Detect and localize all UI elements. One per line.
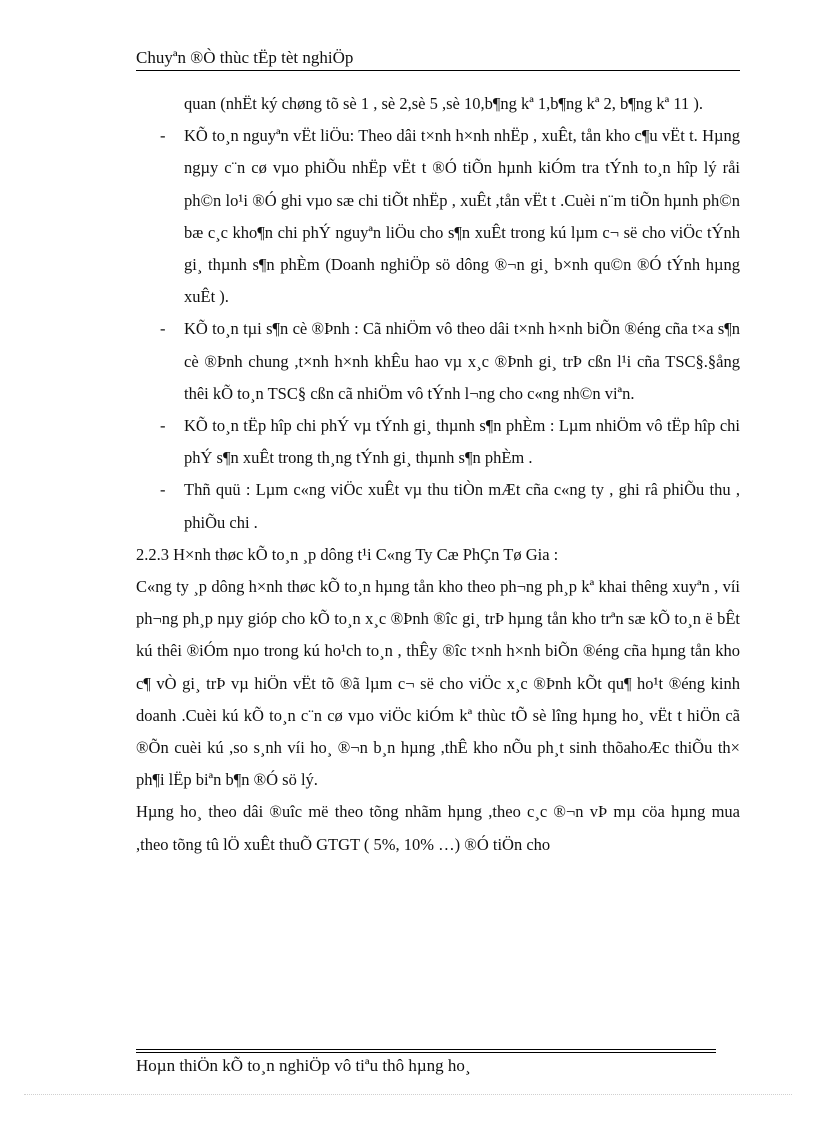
bullet-text: KÕ to¸n tµi s¶n cè ®Þnh : Cã nhiÖm vô theo dâi t×nh h×nh biÕn ®éng cña t×a s¶n cè ®Þnh chung ,t×nh h×nh khÊu hao vµ x¸c ®Þnh gi¸ trÞ cßn l¹i cña TSC§.§ång thêi kÕ to¸n TSC§ cßn cã nhiÖm vô tÝnh l¬ng cho c«ng nh©n viªn. [184,319,740,403]
header-rule [136,70,740,71]
dash-bullet-icon: - [160,416,166,436]
paragraph: C«ng ty ¸p dông h×nh thøc kÕ to¸n hµng tån kho theo ph¬ng ph¸p kª khai thêng xuyªn , víi ph¬ng ph¸p nµy gióp cho kÕ to¸n x¸c ®Þnh ®îc gi¸ trÞ hµng tån kho trªn sæ kÕ to¸n ë bÊt kú thêi ®iÓm nµo trong kú ho¹ch to¸n , thÊy ®îc t×nh h×nh biÕn ®éng cña hµng tån kho c¶ vÒ gi¸ trÞ vµ hiÖn vËt tõ ®ã lµm c¬ së cho viÖc x¸c ®Þnh kÕt qu¶ ho¹t ®éng kinh doanh .Cuèi kú kÕ to¸n c¨n cø vµo viÖc kiÓm kª thùc tÕ sè lîng hµng ho¸ vËt t hiÖn cã ®Õn cuèi kú ,so s¸nh víi ho¸ ®¬n b¸n hµng ,thÊ kho nÕu ph¸t sinh thõahoÆc thiÕu th× ph¶i lËp biªn b¶n ®Ó sö lý. [136,577,740,790]
dash-bullet-icon: - [160,480,166,500]
footer-rule [136,1052,716,1053]
section-heading: 2.2.3 H×nh thøc kÕ to¸n ¸p dông t¹i C«ng Ty Cæ PhÇn Tø Gia : [136,544,559,564]
bullet-item-fixed-assets [136,313,740,410]
dash-bullet-icon: - [160,126,166,146]
document-body [136,88,740,861]
bullet-text: KÕ to¸n tËp hîp chi phÝ vµ tÝnh gi¸ thµnh s¶n phÈm : Lµm nhiÖm vô tËp hîp chi phÝ s¶n xuÊt trong th¸ng tÝnh gi¸ thµnh s¶n phÈm . [184,416,740,468]
bullet-text: Thñ quü : Lµm c«ng viÖc xuÊt vµ thu tiÒn mÆt cña c«ng ty , ghi râ phiÕu thu , phiÕu chi . [184,480,740,532]
paragraph-continuation: quan (nhËt ký chøng tõ sè 1 , sè 2,sè 5 ,sè 10,b¶ng kª 1,b¶ng kª 2, b¶ng kª 11 ). [184,94,703,113]
bullet-item-materials [136,120,740,313]
paragraph: Hµng ho¸ theo dâi ®uîc më theo tõng nhãm hµng ,theo c¸c ®¬n vÞ mµ cöa hµng mua ,theo tõng tû lÖ xuÊt thuÕ GTGT ( 5%, 10% …) ®Ó tiÖn cho [136,802,740,854]
bullet-item-treasurer [136,474,740,538]
bullet-item-costs [136,410,740,474]
footer-rule [136,1049,716,1050]
header-title: Chuyªn ®Ò thùc tËp tèt nghiÖp [136,48,354,67]
bullet-text: KÕ to¸n nguyªn vËt liÖu: Theo dâi t×nh h×nh nhËp , xuÊt, tån kho c¶u vËt t. Hµng ngµy c¨n cø vµo phiÕu nhËp vËt t ®Ó tiÕn hµnh kiÓm tra tÝnh to¸n hîp lý råi ph©n lo¹i ®Ó ghi vµo sæ chi tiÕt nhËp , xuÊt ,tån vËt t .Cuèi n¨m tiÕn hµnh ph©n bæ c¸c kho¶n chi phÝ nguyªn liÖu cho s¶n xuÊt trong kú lµm c¬ së cho viÖc tÝnh gi¸ thµnh s¶n phÈm (Doanh nghiÖp sö dông ®¬n gi¸ b×nh qu©n ®Ó tÝnh hµng xuÊt ). [184,126,740,307]
dash-bullet-icon: - [160,319,166,339]
footer-title: Hoµn thiÖn kÕ to¸n nghiÖp vô tiªu thô hµng ho¸ [136,1056,471,1075]
page-edge [24,1094,792,1095]
